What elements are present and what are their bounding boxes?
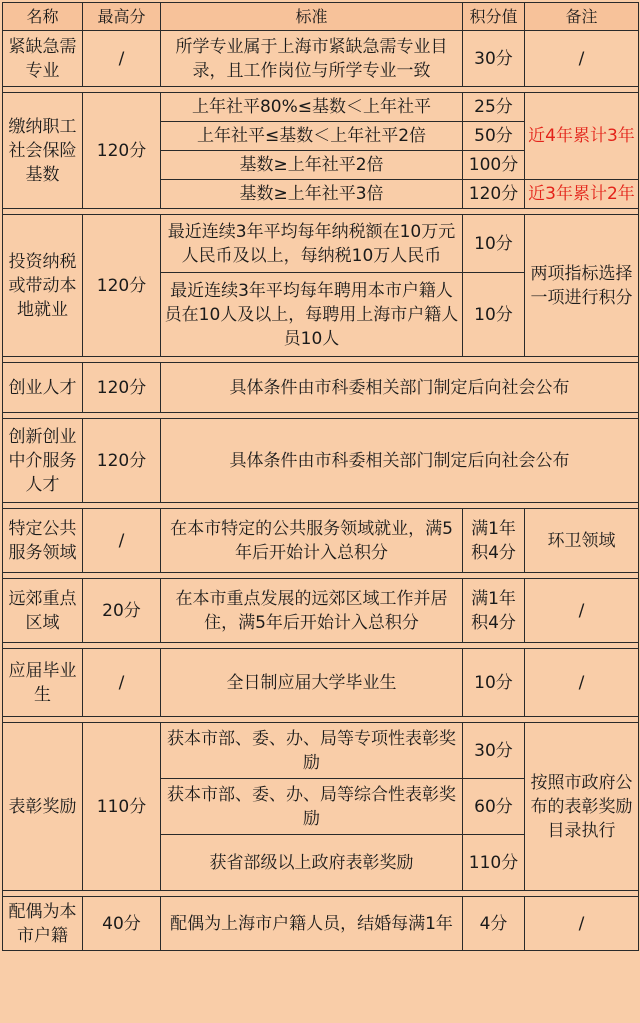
row-points: 30分 bbox=[463, 723, 525, 779]
row-points: 满1年积4分 bbox=[463, 579, 525, 643]
row-points: 10分 bbox=[463, 215, 525, 273]
row-max: 120分 bbox=[83, 363, 161, 413]
row-points: 30分 bbox=[463, 31, 525, 87]
row-standard: 获省部级以上政府表彰奖励 bbox=[161, 835, 463, 891]
row-standard: 所学专业属于上海市紧缺急需专业目录，且工作岗位与所学专业一致 bbox=[161, 31, 463, 87]
header-note: 备注 bbox=[525, 3, 639, 31]
row-note: 两项指标选择一项进行积分 bbox=[525, 215, 639, 357]
row-max: 20分 bbox=[83, 579, 161, 643]
header-points: 积分值 bbox=[463, 3, 525, 31]
header-max: 最高分 bbox=[83, 3, 161, 31]
header-row bbox=[3, 3, 639, 31]
row-note: 环卫领域 bbox=[525, 509, 639, 573]
row-note: 近3年累计2年 bbox=[525, 180, 639, 209]
row-standard: 具体条件由市科委相关部门制定后向社会公布 bbox=[161, 419, 639, 503]
row-name: 配偶为本市户籍 bbox=[3, 897, 83, 951]
header-name: 名称 bbox=[3, 3, 83, 31]
row-max: 120分 bbox=[83, 93, 161, 209]
row-note: 近4年累计3年 bbox=[525, 93, 639, 180]
row-standard: 配偶为上海市户籍人员，结婚每满1年 bbox=[161, 897, 463, 951]
row-name: 缴纳职工社会保险基数 bbox=[3, 93, 83, 209]
table-row bbox=[3, 579, 639, 643]
row-standard: 上年社平80%≤基数＜上年社平 bbox=[161, 93, 463, 122]
header-standard: 标准 bbox=[161, 3, 463, 31]
row-standard: 基数≥上年社平3倍 bbox=[161, 180, 463, 209]
row-points: 10分 bbox=[463, 273, 525, 357]
table-row bbox=[3, 897, 639, 951]
points-table bbox=[2, 2, 639, 951]
row-points: 10分 bbox=[463, 649, 525, 717]
row-points: 110分 bbox=[463, 835, 525, 891]
row-standard: 全日制应届大学毕业生 bbox=[161, 649, 463, 717]
row-name: 投资纳税或带动本地就业 bbox=[3, 215, 83, 357]
row-standard: 在本市重点发展的远郊区域工作并居住，满5年后开始计入总积分 bbox=[161, 579, 463, 643]
table-row bbox=[3, 31, 639, 87]
row-name: 紧缺急需专业 bbox=[3, 31, 83, 87]
row-points: 100分 bbox=[463, 151, 525, 180]
row-max: / bbox=[83, 31, 161, 87]
row-note: 按照市政府公布的表彰奖励目录执行 bbox=[525, 723, 639, 891]
row-note: / bbox=[525, 649, 639, 717]
row-name: 特定公共服务领域 bbox=[3, 509, 83, 573]
row-standard: 上年社平≤基数＜上年社平2倍 bbox=[161, 122, 463, 151]
row-standard: 获本市部、委、办、局等综合性表彰奖励 bbox=[161, 779, 463, 835]
row-points: 满1年积4分 bbox=[463, 509, 525, 573]
row-note: / bbox=[525, 31, 639, 87]
table-row bbox=[3, 723, 639, 779]
row-points: 4分 bbox=[463, 897, 525, 951]
row-max: / bbox=[83, 509, 161, 573]
row-points: 25分 bbox=[463, 93, 525, 122]
row-points: 60分 bbox=[463, 779, 525, 835]
row-max: / bbox=[83, 649, 161, 717]
row-max: 120分 bbox=[83, 215, 161, 357]
table-row bbox=[3, 649, 639, 717]
row-max: 40分 bbox=[83, 897, 161, 951]
row-name: 表彰奖励 bbox=[3, 723, 83, 891]
row-standard: 最近连续3年平均每年聘用本市户籍人员在10人及以上，每聘用上海市户籍人员10人 bbox=[161, 273, 463, 357]
row-standard: 获本市部、委、办、局等专项性表彰奖励 bbox=[161, 723, 463, 779]
row-name: 创业人才 bbox=[3, 363, 83, 413]
row-points: 50分 bbox=[463, 122, 525, 151]
table-row bbox=[3, 93, 639, 122]
row-max: 120分 bbox=[83, 419, 161, 503]
row-standard: 最近连续3年平均每年纳税额在10万元人民币及以上，每纳税10万人民币 bbox=[161, 215, 463, 273]
table-row bbox=[3, 419, 639, 503]
table-row bbox=[3, 363, 639, 413]
row-standard: 在本市特定的公共服务领域就业，满5年后开始计入总积分 bbox=[161, 509, 463, 573]
row-standard: 具体条件由市科委相关部门制定后向社会公布 bbox=[161, 363, 639, 413]
table-row bbox=[3, 215, 639, 273]
row-points: 120分 bbox=[463, 180, 525, 209]
row-note: / bbox=[525, 897, 639, 951]
row-name: 应届毕业生 bbox=[3, 649, 83, 717]
row-max: 110分 bbox=[83, 723, 161, 891]
row-note: / bbox=[525, 579, 639, 643]
row-standard: 基数≥上年社平2倍 bbox=[161, 151, 463, 180]
table-row bbox=[3, 509, 639, 573]
row-name: 远郊重点区域 bbox=[3, 579, 83, 643]
row-name: 创新创业中介服务人才 bbox=[3, 419, 83, 503]
